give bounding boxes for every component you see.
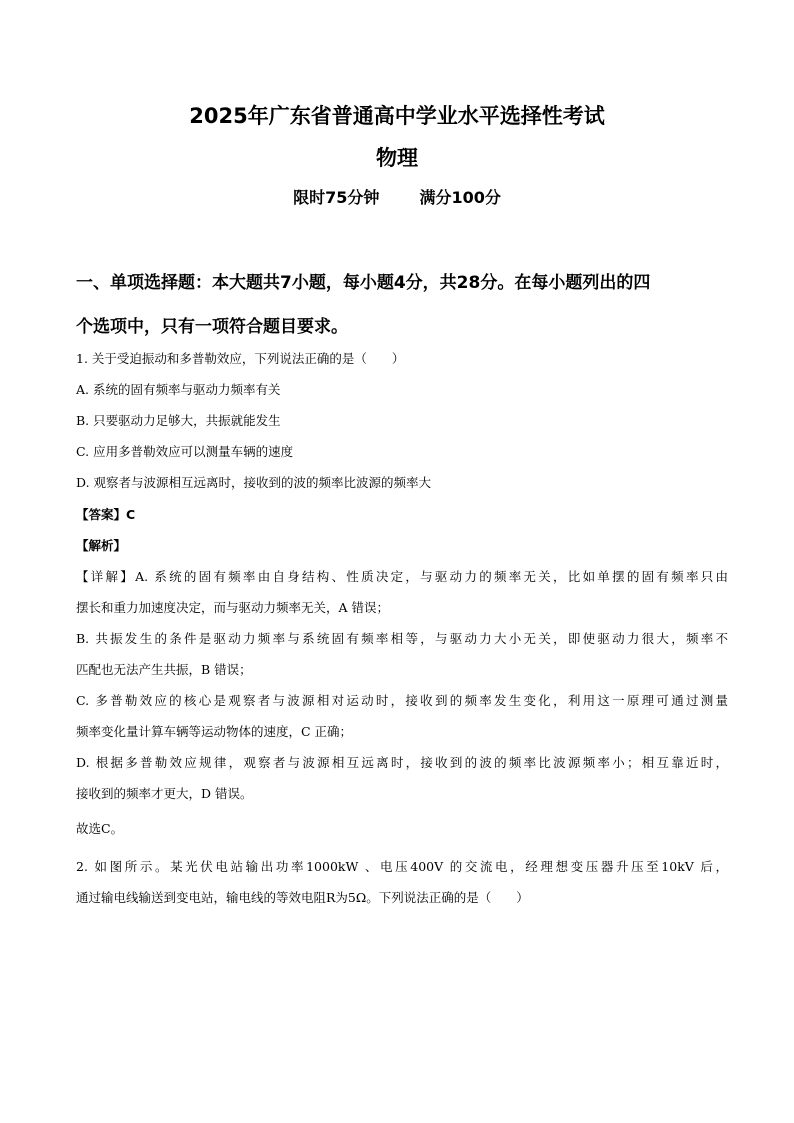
question-1-option-d: D. 观察者与波源相互远离时，接收到的波的频率比波源的频率大 <box>76 475 432 490</box>
full-score: 满分100分 <box>419 188 501 207</box>
question-2-stem-2: 通过输电线输送到变电站，输电线的等效电阻R为5Ω。下列说法正确的是（ ） <box>76 890 529 905</box>
question-1-stem: 1. 关于受迫振动和多普勒效应，下列说法正确的是（ ） <box>76 351 405 366</box>
question-1-detail-d-2: 接收到的频率才更大，D 错误。 <box>76 786 253 801</box>
question-2-stem-1: 2. 如图所示。某光伏电站输出功率1000kW 、电压400V 的交流电，经理想变压器升压至10kV 后， <box>76 859 728 874</box>
question-1-answer: 【答案】C <box>76 507 136 522</box>
question-1-option-b: B. 只要驱动力足够大，共振就能发生 <box>76 413 281 428</box>
question-1-detail-b-2: 匹配也无法产生共振，B 错误； <box>76 662 252 677</box>
section-heading-line-2: 个选项中，只有一项符合题目要求。 <box>76 317 348 337</box>
question-1-option-c: C. 应用多普勒效应可以测量车辆的速度 <box>76 444 294 459</box>
question-1-detail-c-1: C. 多普勒效应的核心是观察者与波源相对运动时，接收到的频率发生变化，利用这一原理可通过测量 <box>76 693 728 708</box>
question-1-analysis-label: 【解析】 <box>76 538 127 553</box>
exam-title: 2025年广东省普通高中学业水平选择性考试 <box>189 104 605 128</box>
exam-info <box>0 185 794 208</box>
subject-title: 物理 <box>376 146 418 170</box>
section-heading-line-1: 一、单项选择题：本大题共7小题，每小题4分，共28分。在每小题列出的四 <box>76 273 651 293</box>
question-1-detail-c-2: 频率变化量计算车辆等运动物体的速度，C 正确； <box>76 724 353 739</box>
question-1-detail-d-1: D. 根据多普勒效应规律，观察者与波源相互远离时，接收到的波的频率比波源频率小；相互靠近时， <box>76 755 728 770</box>
question-1-detail-b-1: B. 共振发生的条件是驱动力频率与系统固有频率相等，与驱动力大小无关，即使驱动力很大，频率不 <box>76 631 728 646</box>
question-1-option-a: A. 系统的固有频率与驱动力频率有关 <box>76 382 281 397</box>
question-1-detail-a-1: 【详解】A. 系统的固有频率由自身结构、性质决定，与驱动力的频率无关，比如单摆的固有频率只由 <box>76 569 728 584</box>
time-limit: 限时75分钟 <box>293 188 380 207</box>
question-1-conclusion: 故选C。 <box>76 821 124 836</box>
question-1-detail-a-2: 摆长和重力加速度决定，而与驱动力频率无关，A 错误； <box>76 600 390 615</box>
